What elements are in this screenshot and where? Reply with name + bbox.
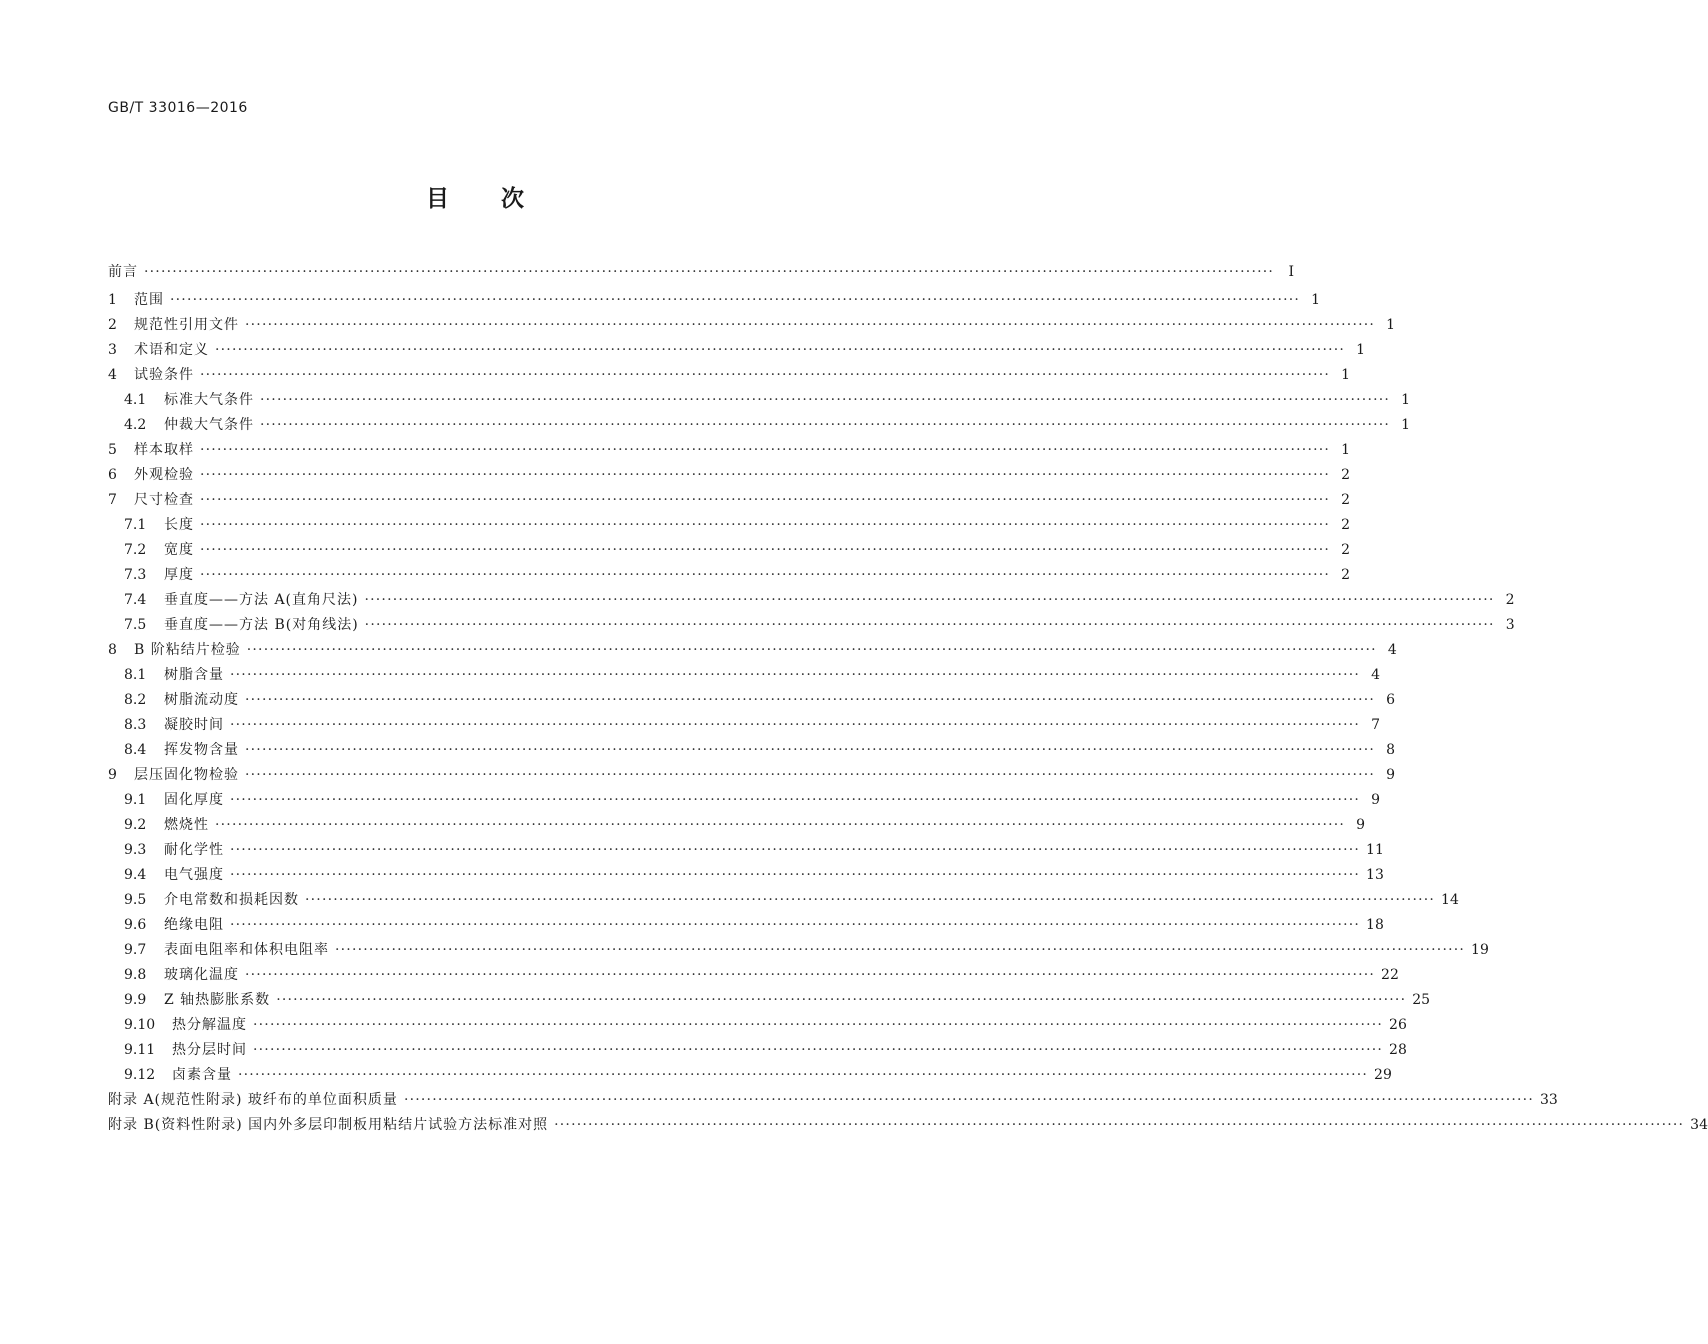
- toc-entry-label: 层压固化物检验: [134, 766, 239, 783]
- toc-entry-label: B 阶粘结片检验: [134, 641, 241, 658]
- toc-entry[interactable]: [108, 713, 1381, 738]
- dot-leader: ········································································································································································································: [554, 1116, 1685, 1133]
- toc-entry[interactable]: [108, 258, 1295, 288]
- toc-title-char-2: 次: [501, 186, 524, 212]
- toc-entry[interactable]: [108, 688, 1396, 713]
- toc-entry-label: 表面电阻率和体积电阻率: [164, 941, 329, 958]
- toc-entry-number: 6: [108, 466, 117, 483]
- toc-entry-number: 3: [108, 341, 117, 358]
- dot-leader: ········································································································································································································: [200, 366, 1331, 383]
- toc-entry-page: Ⅰ: [1288, 264, 1295, 280]
- toc-entry-label: 标准大气条件: [164, 391, 254, 408]
- toc-entry[interactable]: [108, 1063, 1392, 1088]
- dot-leader: ········································································································································································································: [200, 491, 1331, 508]
- toc-entry-number: 9.12: [124, 1066, 156, 1083]
- toc-entry-label: 长度: [164, 516, 194, 533]
- toc-entry[interactable]: [108, 488, 1351, 513]
- toc-entry[interactable]: [108, 388, 1411, 413]
- toc-entry[interactable]: [108, 313, 1396, 338]
- toc-entry-page: 1: [1386, 316, 1396, 333]
- dot-leader: ········································································································································································································: [215, 816, 1346, 833]
- toc-entry-page: 22: [1381, 966, 1399, 983]
- toc-entry-page: 14: [1441, 891, 1459, 908]
- dot-leader: ········································································································································································································: [245, 691, 1376, 708]
- toc-entry-number: 9.6: [124, 916, 147, 933]
- toc-entry-label: 规范性引用文件: [134, 316, 239, 333]
- dot-leader: ········································································································································································································: [335, 941, 1466, 958]
- toc-entry-label: 树脂含量: [164, 666, 224, 683]
- toc-entry-label: 附录 A(规范性附录) 玻纤布的单位面积质量: [108, 1091, 398, 1108]
- toc-entry-label: 固化厚度: [164, 791, 224, 808]
- dot-leader: ········································································································································································································: [276, 991, 1407, 1008]
- toc-entry-page: 9: [1356, 816, 1366, 833]
- dot-leader: ········································································································································································································: [403, 1091, 1534, 1108]
- toc-entry-page: 2: [1341, 566, 1351, 583]
- dot-leader: ········································································································································································································: [253, 1041, 1384, 1058]
- toc-entry-number: 7.3: [124, 566, 147, 583]
- toc-entry-label: 垂直度——方法 A(直角尺法): [164, 591, 359, 608]
- toc-entry-page: 25: [1412, 991, 1431, 1008]
- toc-entry-page: 7: [1371, 716, 1381, 733]
- toc-entry-page: 1: [1341, 366, 1351, 383]
- toc-entry-label: 仲裁大气条件: [164, 416, 254, 433]
- toc-entry-number: 7: [108, 491, 117, 508]
- toc-entry-page: 28: [1389, 1041, 1407, 1058]
- toc-entry-number: 1: [108, 291, 117, 308]
- toc-entry[interactable]: [108, 788, 1381, 813]
- toc-entry[interactable]: [108, 738, 1396, 763]
- toc-entry-label: 范围: [134, 291, 164, 308]
- toc-entry-page: 2: [1341, 466, 1351, 483]
- toc-entry-label: 厚度: [164, 566, 194, 583]
- toc-entry-label: 挥发物含量: [164, 741, 239, 758]
- toc-entry[interactable]: [108, 863, 1384, 888]
- toc-entry[interactable]: [108, 438, 1351, 463]
- toc-entry-number: 9.11: [124, 1041, 156, 1058]
- toc-entry-number: 9.9: [124, 991, 147, 1008]
- toc-entry[interactable]: [108, 538, 1351, 563]
- toc-entry-label: 电气强度: [164, 866, 224, 883]
- toc-entry-page: 2: [1341, 541, 1351, 558]
- toc-entry-page: 1: [1401, 391, 1411, 408]
- toc-entry[interactable]: [108, 763, 1396, 788]
- dot-leader: ········································································································································································································: [245, 766, 1376, 783]
- toc-entry[interactable]: [108, 888, 1459, 913]
- toc-entry[interactable]: [108, 588, 1515, 613]
- toc-entry-number: 9.1: [124, 791, 147, 808]
- toc-entry-page: 9: [1386, 766, 1396, 783]
- dot-leader: ········································································································································································································: [200, 541, 1331, 558]
- toc-entry[interactable]: [108, 1038, 1407, 1063]
- dot-leader: ········································································································································································································: [245, 316, 1376, 333]
- toc-entry-number: 9.10: [124, 1016, 156, 1033]
- toc-entry-number: 2: [108, 316, 117, 333]
- toc-entry-number: 9.3: [124, 841, 147, 858]
- toc-entry-number: 9.2: [124, 816, 147, 833]
- toc-entry-label: 绝缘电阻: [164, 916, 224, 933]
- toc-entry-label: 燃烧性: [164, 816, 209, 833]
- toc-entry-page: 18: [1366, 916, 1384, 933]
- toc-entry-number: 8.3: [124, 716, 147, 733]
- toc-entry[interactable]: [108, 913, 1384, 938]
- toc-entry-page: 9: [1371, 791, 1381, 808]
- toc-entry-number: 9: [108, 766, 117, 783]
- toc-entry-number: 4: [108, 366, 117, 383]
- toc-entry[interactable]: [108, 513, 1351, 538]
- toc-entry-label: Z 轴热膨胀系数: [164, 991, 271, 1008]
- toc-entry[interactable]: [108, 813, 1366, 838]
- toc-entry-page: 8: [1386, 741, 1396, 758]
- toc-entry-page: 2: [1505, 591, 1515, 608]
- toc-entry[interactable]: [108, 613, 1515, 638]
- toc-entry-page: 29: [1374, 1066, 1392, 1083]
- toc-entry[interactable]: [108, 938, 1489, 963]
- toc-entry-page: 4: [1387, 641, 1397, 658]
- table-of-contents: [108, 258, 1708, 1138]
- toc-entry-label: 术语和定义: [134, 341, 209, 358]
- toc-entry-page: 2: [1341, 491, 1351, 508]
- toc-entry-label: 试验条件: [134, 366, 194, 383]
- dot-leader: ········································································································································································································: [200, 566, 1331, 583]
- toc-entry-number: 7.2: [124, 541, 147, 558]
- toc-entry[interactable]: [108, 1113, 1708, 1138]
- toc-entry-page: 1: [1311, 291, 1321, 308]
- toc-entry-label: 前言: [108, 264, 138, 280]
- toc-entry-number: 9.8: [124, 966, 147, 983]
- toc-entry-number: 7.4: [124, 591, 147, 608]
- toc-entry[interactable]: [108, 413, 1411, 438]
- toc-entry-number: 9.4: [124, 866, 147, 883]
- toc-title: [0, 180, 950, 213]
- toc-entry-number: 4.2: [124, 416, 147, 433]
- toc-entry[interactable]: [108, 838, 1384, 863]
- toc-entry-page: 1: [1356, 341, 1366, 358]
- toc-entry-page: 6: [1386, 691, 1396, 708]
- toc-entry-number: 5: [108, 441, 117, 458]
- toc-entry-label: 样本取样: [134, 441, 194, 458]
- toc-entry-page: 4: [1371, 666, 1381, 683]
- toc-entry[interactable]: [108, 363, 1351, 388]
- toc-entry-page: 26: [1389, 1016, 1407, 1033]
- toc-entry[interactable]: [108, 338, 1366, 363]
- toc-entry[interactable]: [108, 988, 1431, 1013]
- toc-title-char-1: 目: [426, 186, 449, 212]
- toc-entry[interactable]: [108, 563, 1351, 588]
- toc-entry-label: 玻璃化温度: [164, 966, 239, 983]
- toc-entry-page: 11: [1366, 841, 1384, 858]
- toc-entry-page: 19: [1471, 941, 1489, 958]
- toc-entry-page: 33: [1539, 1091, 1558, 1108]
- dot-leader: ········································································································································································································: [215, 341, 1346, 358]
- dot-leader: ········································································································································································································: [230, 866, 1361, 883]
- toc-entry-page: 1: [1401, 416, 1411, 433]
- toc-entry-label: 耐化学性: [164, 841, 224, 858]
- dot-leader: ········································································································································································································: [260, 416, 1391, 433]
- dot-leader: ········································································································································································································: [260, 391, 1391, 408]
- toc-entry[interactable]: [108, 288, 1321, 313]
- toc-entry-label: 尺寸检查: [134, 491, 194, 508]
- dot-leader: ········································································································································································································: [230, 716, 1361, 733]
- toc-entry-label: 介电常数和损耗因数: [164, 891, 299, 908]
- dot-leader: ········································································································································································································: [238, 1066, 1369, 1083]
- dot-leader: ········································································································································································································: [230, 666, 1361, 683]
- dot-leader: ········································································································································································································: [245, 741, 1376, 758]
- dot-leader: ········································································································································································································: [200, 441, 1331, 458]
- dot-leader: ········································································································································································································: [230, 841, 1361, 858]
- toc-entry-page: 13: [1366, 866, 1384, 883]
- dot-leader: ········································································································································································································: [253, 1016, 1384, 1033]
- toc-entry-page: 1: [1341, 441, 1351, 458]
- toc-entry[interactable]: [108, 638, 1397, 663]
- dot-leader: ········································································································································································································: [144, 264, 1275, 280]
- toc-entry-label: 外观检验: [134, 466, 194, 483]
- dot-leader: ········································································································································································································: [200, 516, 1331, 533]
- toc-entry-number: 9.7: [124, 941, 147, 958]
- dot-leader: ········································································································································································································: [364, 616, 1495, 633]
- toc-entry-label: 凝胶时间: [164, 716, 224, 733]
- toc-entry[interactable]: [108, 1088, 1558, 1113]
- toc-entry-label: 热分层时间: [172, 1041, 247, 1058]
- dot-leader: ········································································································································································································: [230, 791, 1361, 808]
- toc-entry-number: 7.5: [124, 616, 147, 633]
- toc-entry-page: 2: [1341, 516, 1351, 533]
- dot-leader: ········································································································································································································: [230, 916, 1361, 933]
- dot-leader: ········································································································································································································: [170, 291, 1301, 308]
- dot-leader: ········································································································································································································: [245, 966, 1376, 983]
- standard-code: GB/T 33016—2016: [108, 100, 248, 116]
- toc-entry[interactable]: [108, 1013, 1407, 1038]
- dot-leader: ········································································································································································································: [200, 466, 1331, 483]
- toc-entry-number: 8.2: [124, 691, 147, 708]
- toc-entry-label: 垂直度——方法 B(对角线法): [164, 616, 359, 633]
- toc-entry-page: 34: [1690, 1116, 1708, 1133]
- toc-entry-number: 4.1: [124, 391, 147, 408]
- toc-entry-number: 8.4: [124, 741, 147, 758]
- dot-leader: ········································································································································································································: [305, 891, 1436, 908]
- dot-leader: ········································································································································································································: [364, 591, 1495, 608]
- toc-entry-label: 宽度: [164, 541, 194, 558]
- toc-entry-label: 附录 B(资料性附录) 国内外多层印制板用粘结片试验方法标准对照: [108, 1116, 549, 1133]
- toc-entry[interactable]: [108, 663, 1381, 688]
- dot-leader: ········································································································································································································: [246, 641, 1377, 658]
- toc-entry-label: 卤素含量: [172, 1066, 232, 1083]
- toc-entry-page: 3: [1505, 616, 1515, 633]
- toc-entry[interactable]: [108, 963, 1399, 988]
- toc-entry-number: 9.5: [124, 891, 147, 908]
- toc-entry-label: 热分解温度: [172, 1016, 247, 1033]
- toc-entry-number: 7.1: [124, 516, 147, 533]
- toc-entry-label: 树脂流动度: [164, 691, 239, 708]
- toc-entry-number: 8: [108, 641, 117, 658]
- toc-entry-number: 8.1: [124, 666, 147, 683]
- toc-entry[interactable]: [108, 463, 1351, 488]
